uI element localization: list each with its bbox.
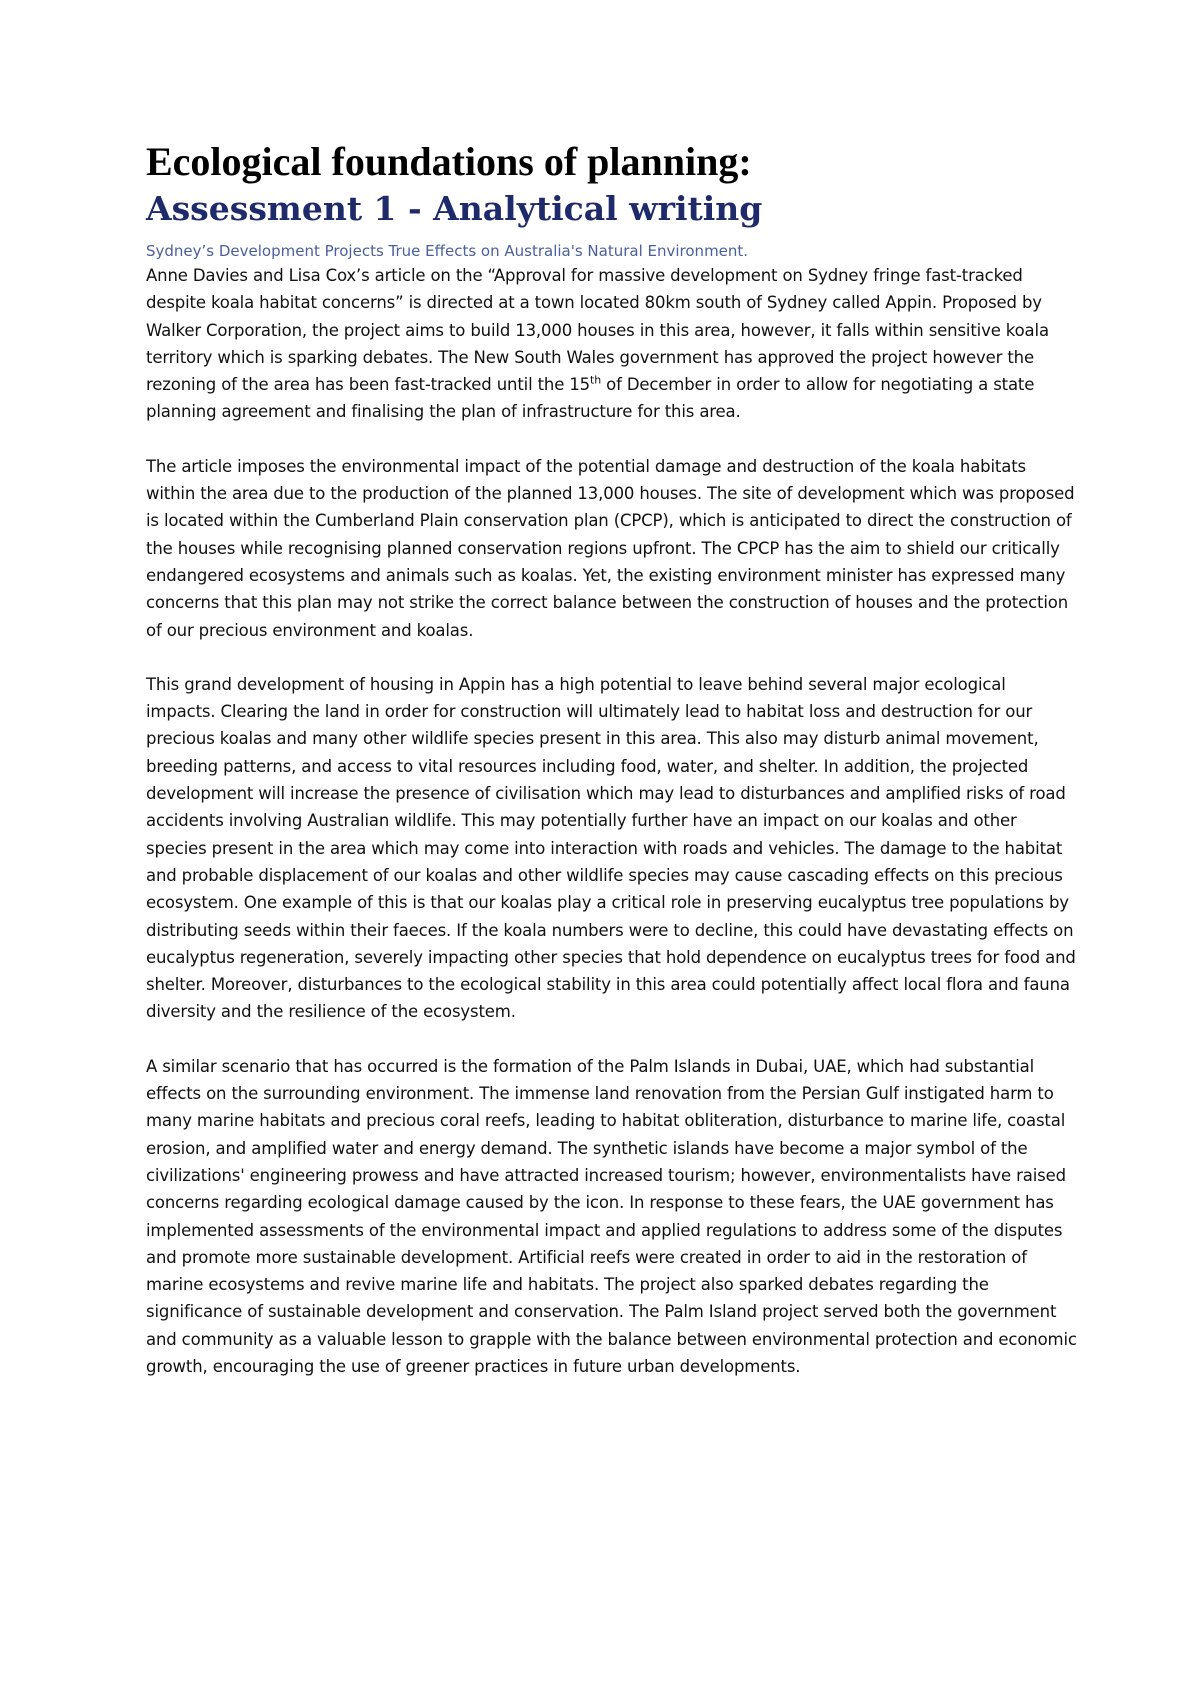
paragraph-1 [146, 262, 1080, 426]
document-tagline: Sydney’s Development Projects True Effects on Australia's Natural Environment. [146, 242, 749, 260]
paragraph-3: This grand development of housing in Appin has a high potential to leave behind several major ecological impacts. Clearing the land in order for construction will ultimately lead to habitat loss and destruction for our precious koalas and many other wildlife species present in this area. This also may disturb animal movement, breeding patterns, and access to vital resources including food, water, and shelter. In addition, the projected development will increase the presence of civilisation which may lead to disturbances and amplified risks of road accidents involving Australian wildlife. This may potentially further have an impact on our koalas and other species present in the area which may come into interaction with roads and vehicles. The damage to the habitat and probable displacement of our koalas and other wildlife species may cause cascading effects on this precious ecosystem. One example of this is that our koalas play a critical role in preserving eucalyptus tree populations by distributing seeds within their faeces. If the koala numbers were to decline, this could have devastating effects on eucalyptus regeneration, severely impacting other species that hold dependence on eucalyptus trees for food and shelter. Moreover, disturbances to the ecological stability in this area could potentially affect local flora and fauna diversity and the resilience of the ecosystem. [146, 674, 1076, 1022]
paragraph-spacer [146, 426, 1080, 453]
paragraph-2: The article imposes the environmental impact of the potential damage and destruction of the koala habitats within the area due to the production of the planned 13,000 houses. The site of development which was proposed is located within the Cumberland Plain conservation plan (CPCP), which is anticipated to direct the construction of the houses while recognising planned conservation regions upfront. The CPCP has the aim to shield our critically endangered ecosystems and animals such as koalas. Yet, the existing environment minister has expressed many concerns that this plan may not strike the correct balance between the construction of houses and the protection of our precious environment and koalas. [146, 456, 1075, 640]
paragraph-spacer [146, 644, 1080, 671]
document-subtitle: Assessment 1 - Analytical writing [146, 189, 763, 228]
paragraph-1-text: Anne Davies and Lisa Cox’s article on the “Approval for massive development on Sydney fringe fast-tracked despite koala habitat concerns” is directed at a town located 80km south of Sydney called Appin. Proposed by Walker Corporation, the project aims to build 13,000 houses in this area, however, it falls within sensitive koala territory which is sparking debates. The New South Wales government has approved the project however the rezoning of the area has been fast-tracked until the 15 [146, 266, 1049, 395]
paragraph-4: A similar scenario that has occurred is the formation of the Palm Islands in Dubai, UAE, which had substantial effects on the surrounding environment. The immense land renovation from the Persian Gulf instigated harm to many marine habitats and precious coral reefs, leading to habitat obliteration, disturbance to marine life, coastal erosion, and amplified water and energy demand. The synthetic islands have become a major symbol of the civilizations' engineering prowess and have attracted increased tourism; however, environmentalists have raised concerns regarding ecological damage caused by the icon. In response to these fears, the UAE government has implemented assessments of the environmental impact and applied regulations to address some of the disputes and promote more sustainable development. Artificial reefs were created in order to aid in the restoration of marine ecosystems and revive marine life and habitats. The project also sparked debates regarding the significance of sustainable development and conservation. The Palm Island project served both the government and community as a valuable lesson to grapple with the balance between environmental protection and economic growth, encouraging the use of greener practices in future urban developments. [146, 1056, 1077, 1376]
document-title: Ecological foundations of planning: [146, 139, 752, 184]
paragraph-1-text-end: of December in order to allow for negotiating a state planning agreement and finalising the plan of infrastructure for this area. [146, 375, 1035, 422]
paragraph-spacer [146, 1026, 1080, 1053]
ordinal-superscript: th [590, 373, 602, 387]
